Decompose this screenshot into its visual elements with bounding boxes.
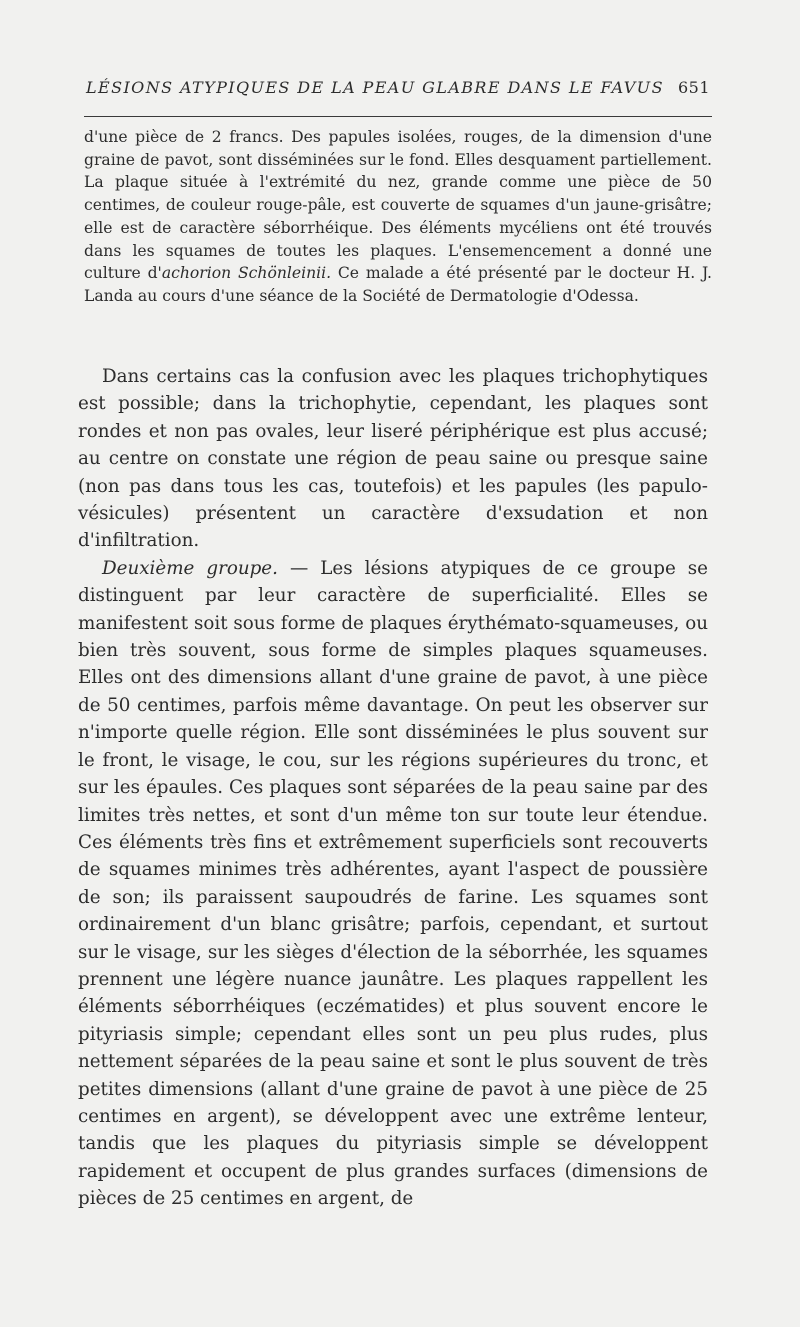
section-heading-deuxieme-groupe: Deuxième groupe.	[102, 557, 278, 579]
organism-name: achorion Schönleinii.	[161, 264, 332, 283]
page-number: 651	[677, 78, 710, 97]
case-report-text	[84, 126, 712, 308]
case-report-tail: Ce malade a été présenté par le docteur H. J. Landa au cours d'une séance de la Société de Dermatologie d'Odessa.	[84, 264, 712, 305]
case-report-lead: d'une pièce de 2 francs. Des papules isolées, rouges, de la dimension d'une graine de pavot, sont disséminées sur le fond. Elles desquament partiellement. La plaque située à l'extrémité du nez, grande comme une pièce de 50 centimes, de couleur rouge-pâle, est couverte de squames d'un jaune-grisâtre; elle est de caractère séborrhéique. Des éléments mycéliens ont été trouvés dans les squames de toutes les plaques. L'ensemencement a donné une culture d'	[84, 128, 712, 283]
deuxieme-groupe-body: — Les lésions atypiques de ce groupe se distinguent par leur caractère de superficialité. Elles se manifestent soit sous forme de plaques érythémato-squameuses, ou bien très souvent, sous forme de simples plaques squameuses. Elles ont des dimensions allant d'une graine de pavot, à une pièce de 50 centimes, parfois même davantage. On peut les observer sur n'importe quelle région. Elle sont disséminées le plus souvent sur le front, le visage, le cou, sur les régions supérieures du tronc, et sur les épaules. Ces plaques sont séparées de la peau saine par des limites très nettes, et sont d'un même ton sur toute leur étendue. Ces éléments très fins et extrêmement superficiels sont recouverts de squames minimes très adhérentes, ayant l'aspect de poussière de son; ils paraissent saupoudrés de farine. Les squames sont ordinairement d'un blanc grisâtre; parfois, cependant, et surtout sur le visage, sur les sièges d'élection de la séborrhée, les squames prennent une légère nuance jaunâtre. Les plaques rappellent les éléments séborrhéiques (eczématides) et plus souvent encore le pityriasis simple; cependant elles sont un peu plus rudes, plus nettement séparées de la peau saine et sont le plus souvent de très petites dimensions (allant d'une graine de pavot à une pièce de 25 centimes en argent), se développent avec une extrême lenteur, tandis que les plaques du pityriasis simple se développent rapidement et occupent de plus grandes surfaces (dimensions de pièces de 25 centimes en argent, de	[78, 557, 708, 1210]
paragraph-deuxieme-groupe	[78, 555, 708, 1213]
case-report-paragraph	[84, 126, 712, 308]
running-title: LÉSIONS ATYPIQUES DE LA PEAU GLABRE DANS LE FAVUS	[86, 78, 664, 97]
running-head	[86, 78, 710, 104]
body-text	[78, 363, 708, 1213]
header-rule	[84, 116, 712, 117]
paragraph-trichophytie: Dans certains cas la confusion avec les plaques trichophytiques est possible; dans la trichophytie, cependant, les plaques sont rondes et non pas ovales, leur liseré périphérique est plus accusé; au centre on constate une région de peau saine ou presque saine (non pas dans tous les cas, toutefois) et les papules (les papulo-vésicules) présentent un caractère d'exsudation et non d'infiltration.	[78, 366, 708, 552]
